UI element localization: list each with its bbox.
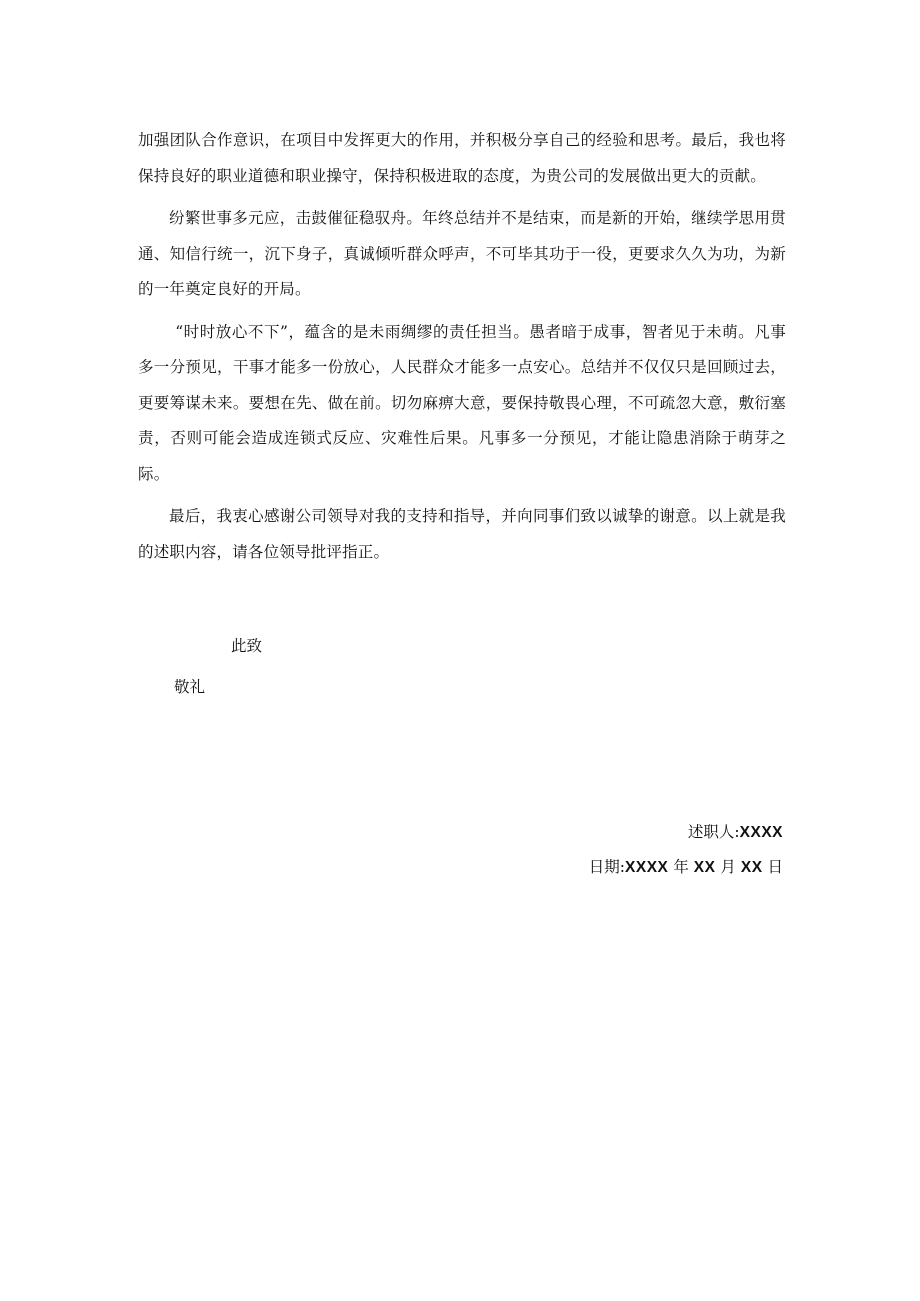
date-day: XX (740, 859, 763, 876)
date-line (589, 850, 783, 885)
paragraph-1: 加强团队合作意识，在项目中发挥更大的作用，并积极分享自己的经验和思考。最后，我也将保持良好的职业道德和职业操守，保持积极进取的态度，为贵公司的发展做出更大的贡献。 (138, 131, 786, 185)
paragraph-2: 纷繁世事多元应，击鼓催征稳驭舟。年终总结并不是结束，而是新的开始，继续学思用贯通、知信行统一，沉下身子，真诚倾听群众呼声，不可毕其功于一役，更要求久久为功，为新的一年奠定良好的开局。 (138, 209, 786, 298)
date-year-unit: 年 (673, 858, 689, 876)
date-year: XXXX (625, 859, 669, 876)
closing-salutation: 此致 (231, 637, 263, 655)
date-day-unit: 日 (767, 858, 783, 876)
paragraph-3: “时时放心不下”，蕴含的是未雨绸缪的责任担当。愚者暗于成事，智者见于未萌。凡事多一分预见，干事才能多一份放心，人民群众才能多一点安心。总结并不仅仅只是回顾过去，更要筹谋未来。要想在先、做在前。切勿麻痹大意，要保持敬畏心理，不可疏忽大意，敷衍塞责，否则可能会造成连锁式反应、灾难性后果。凡事多一分预见，才能让隐患消除于萌芽之际。 (138, 322, 786, 483)
paragraph-4: 最后，我衷心感谢公司领导对我的支持和指导，并向同事们致以诚挚的谢意。以上就是我的述职内容，请各位领导批评指正。 (138, 507, 786, 561)
closing-regards: 敬礼 (174, 678, 206, 696)
reporter-label: 述职人: (687, 823, 740, 841)
date-month: XX (693, 859, 716, 876)
document-body (138, 123, 786, 577)
reporter-value: XXXX (739, 824, 783, 841)
signature-block (589, 815, 783, 885)
date-label: 日期: (588, 858, 626, 876)
date-month-unit: 月 (720, 858, 736, 876)
reporter-line (589, 815, 783, 850)
